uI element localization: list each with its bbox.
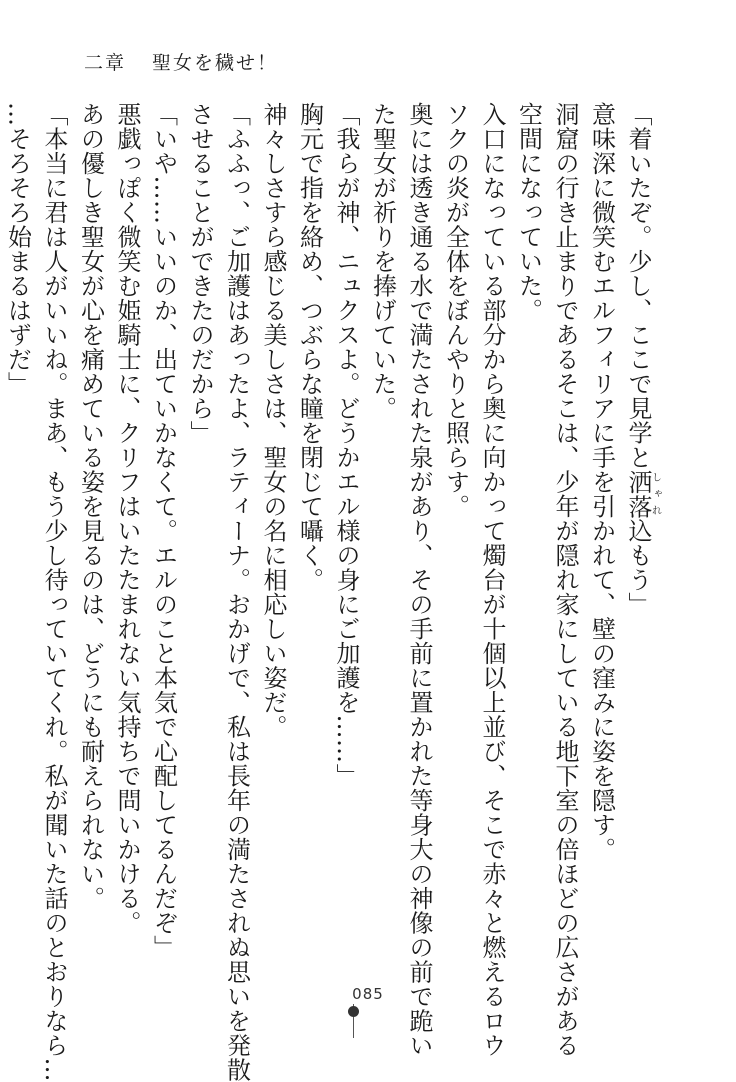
- text-line: 奥には透き通る水で満たされた泉があり、その手前に置かれた等身大の神像の前で跪い: [405, 102, 433, 1058]
- ruby-reading: しゃれ: [649, 469, 661, 519]
- text-line: 神々しさすら感じる美しさは、聖女の名に相応しい姿だ。: [259, 102, 287, 739]
- text-line: 意味深に微笑むエルフィリアに手を引かれて、壁の窪みに姿を隠す。: [587, 102, 616, 862]
- text-line: 「本当に君は人がいいね。まあ、もう少し待っていてくれ。私が聞いた話のとおりなら…: [40, 102, 68, 1082]
- text-line: 入口になっている部分から奥に向かって燭台が十個以上並び、そこで赤々と燃えるロウ: [478, 102, 506, 1058]
- text-line: あの優しき聖女が心を痛めている姿を見るのは、どうにも耐えられない。: [76, 102, 105, 911]
- text-line: ソクの炎が全体をぼんやりと照らす。: [441, 102, 470, 519]
- chapter-number: 二章: [84, 52, 127, 74]
- text-line: 「我らが神、ニュクスよ。どうかエル様の身にご加護を……」: [332, 102, 360, 788]
- text-line: 「着いたぞ。少し、ここで見学と洒落しゃれ込もう」: [624, 102, 661, 617]
- text-line: 「いや……いいのか、出ていかなくて。エルのこと本気で心配してるんだぞ」: [149, 102, 178, 960]
- text-line: 悪戯っぽく微笑む姫騎士に、クリフはいたたまれない気持ちで問いかける。: [113, 102, 141, 935]
- running-header: [84, 48, 278, 75]
- chapter-title: 聖女を穢せ！: [152, 52, 279, 74]
- text-line: 「ふふっ、ご加護はあったよ、ラティーナ。おかげで、私は長年の満たされぬ思いを発散: [222, 102, 251, 1082]
- page-number: 085: [352, 985, 384, 1003]
- text-line: 洞窟の行き止まりであるそこは、少年が隠れ家にしている地下室の倍ほどの広さがある: [551, 102, 579, 1058]
- page-marker-dot: [348, 1006, 359, 1017]
- text-line: た聖女が祈りを捧げていた。: [368, 102, 397, 421]
- text-line: …そろそろ始まるはずだ」: [3, 102, 32, 396]
- ruby-annotation: 洒落しゃれ: [624, 469, 661, 519]
- text-line: 空間になっていた。: [514, 102, 543, 323]
- text-line: 胸元で指を絡め、つぶらな瞳を閉じて囁く。: [295, 102, 324, 592]
- text-line: させることができたのだから」: [186, 102, 214, 445]
